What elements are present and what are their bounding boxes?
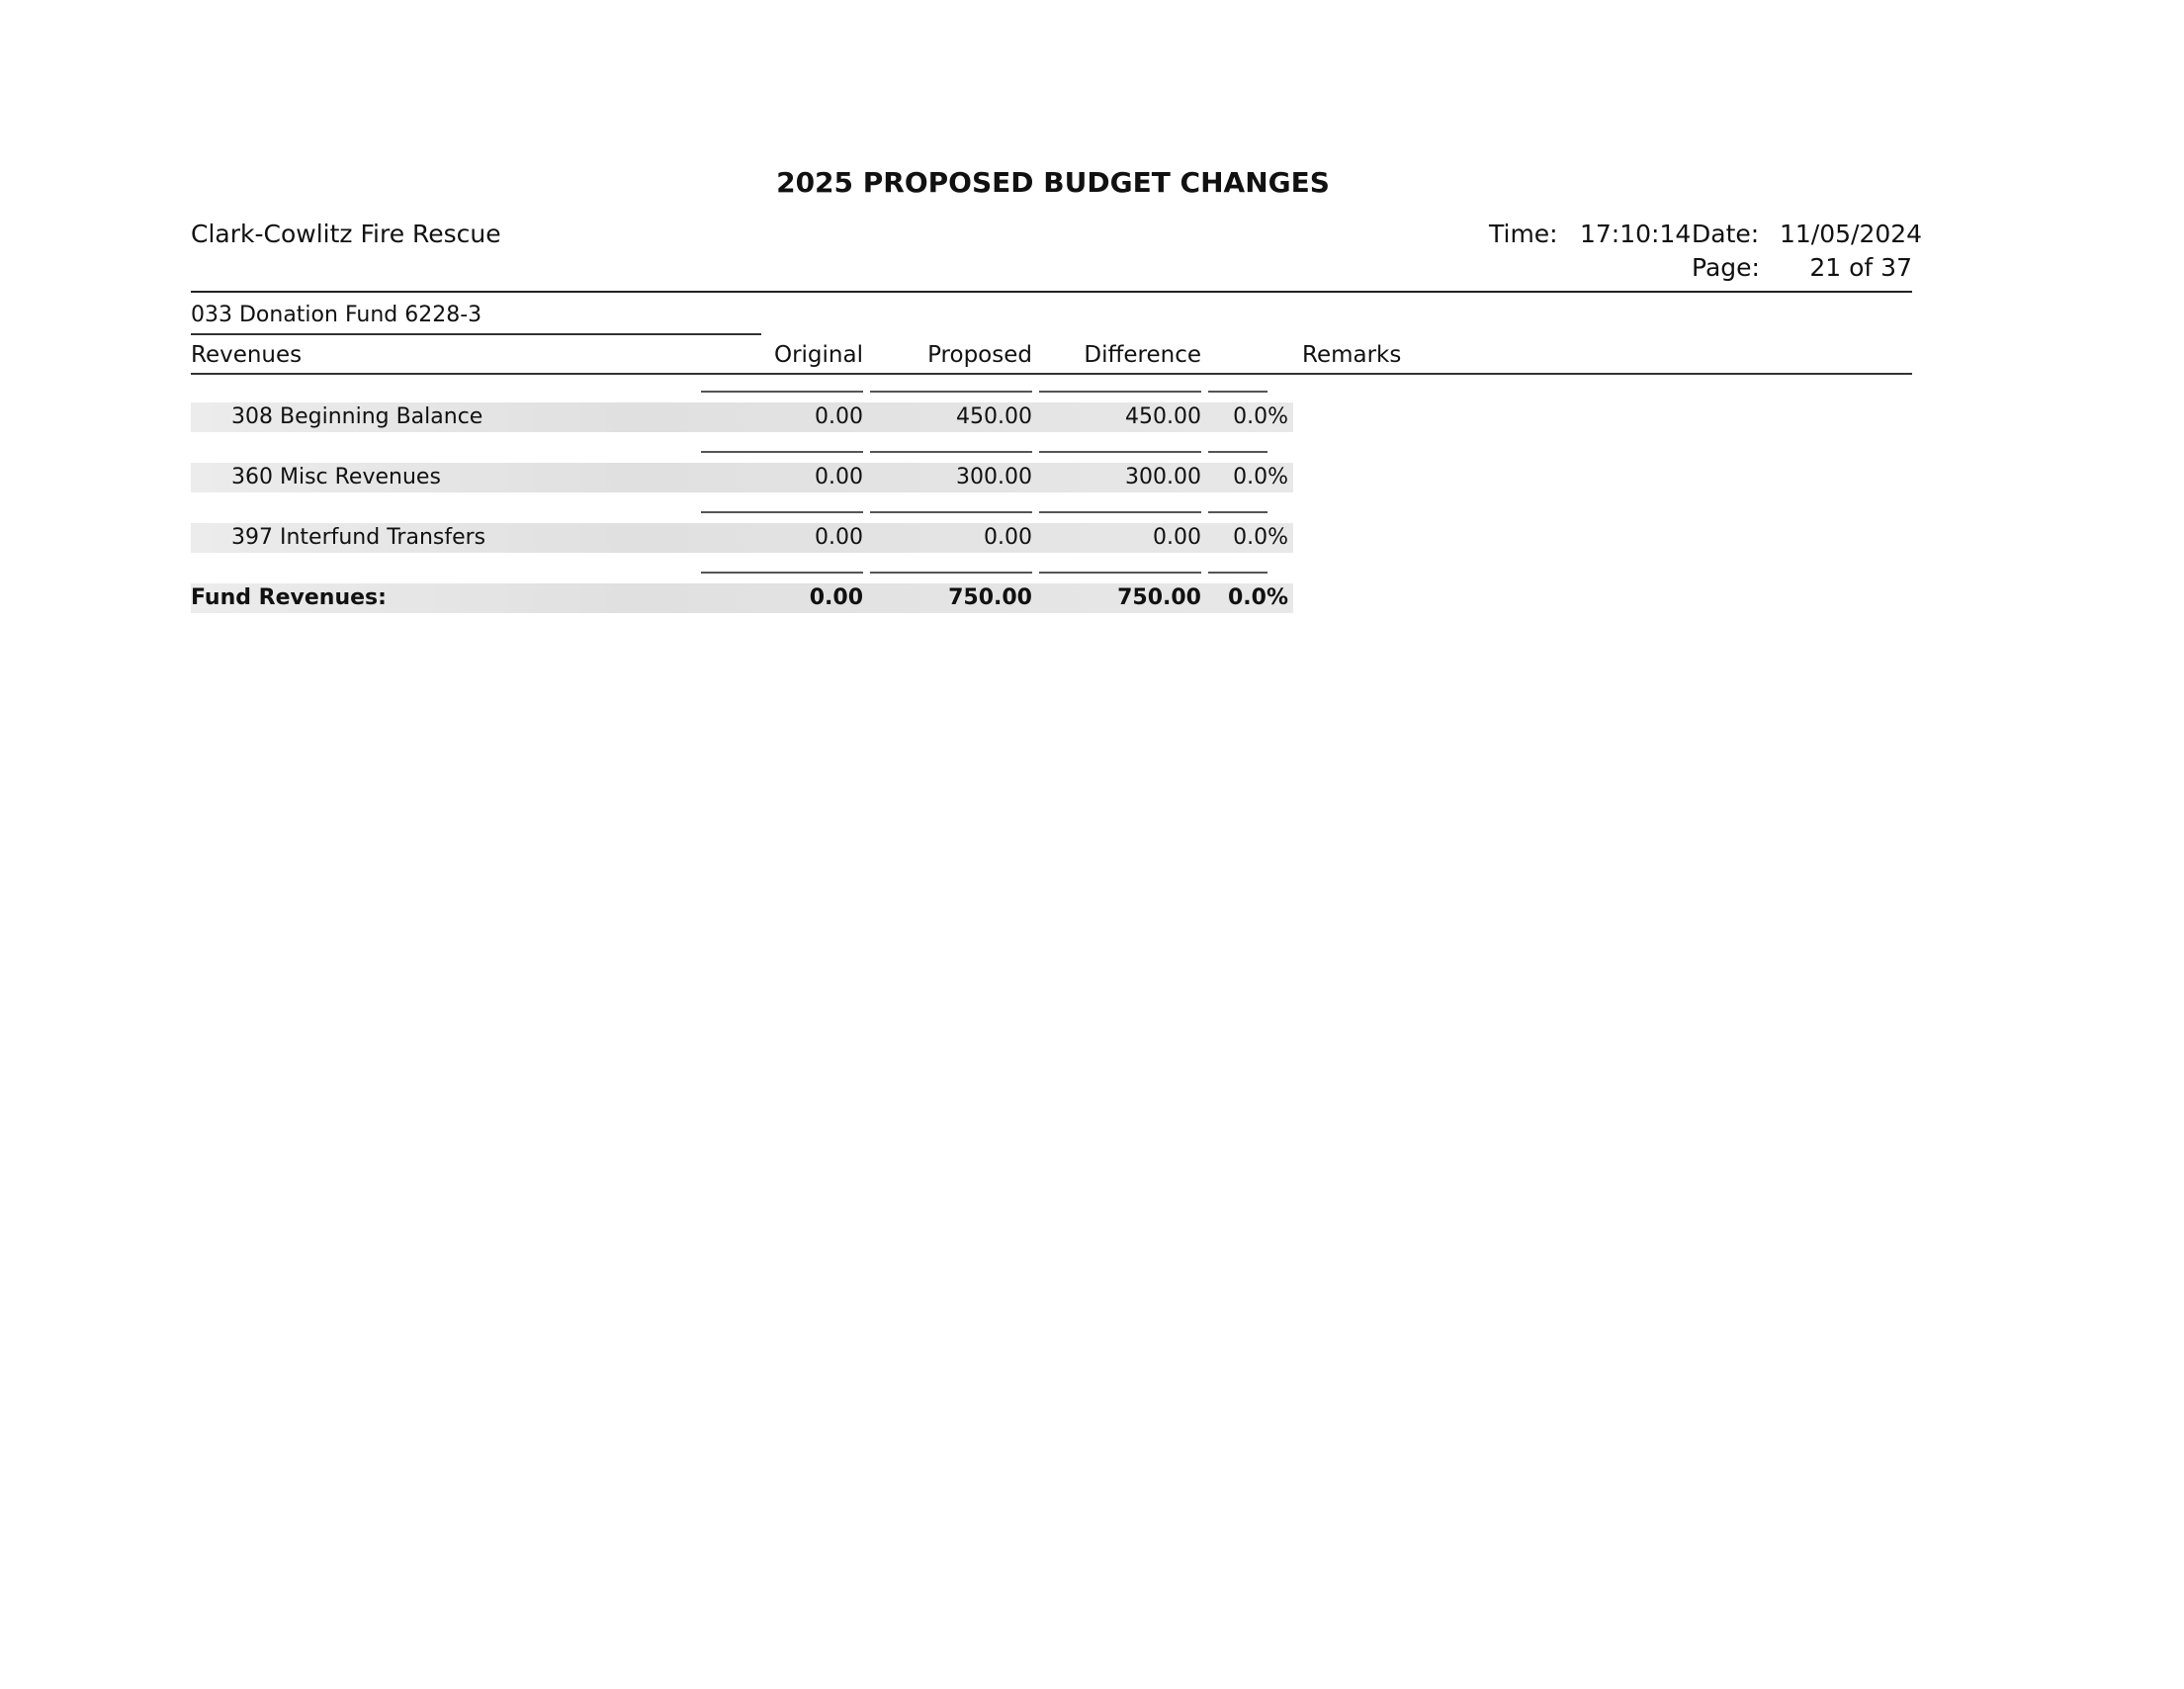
separator [1208,391,1267,393]
column-header-rule [191,373,1912,375]
row-label: 397 Interfund Transfers [231,525,486,550]
row-percent: 0.0% [1233,525,1288,550]
total-original: 0.00 [809,585,863,610]
separator [870,451,1032,453]
total-proposed: 750.00 [948,585,1032,610]
page-number: 21 of 37 [1809,253,1912,282]
row-proposed: 450.00 [956,404,1032,429]
row-proposed: 300.00 [956,465,1032,489]
date-value: 11/05/2024 [1780,220,1923,248]
separator [701,511,863,513]
row-difference: 0.00 [1153,525,1201,550]
row-difference: 300.00 [1125,465,1201,489]
separator [1039,451,1201,453]
separator [1039,391,1201,393]
row-difference: 450.00 [1125,404,1201,429]
total-difference: 750.00 [1117,585,1201,610]
separator [1039,511,1201,513]
time-label: Time: [1489,220,1558,248]
header-rule [191,291,1912,293]
col-remarks: Remarks [1302,342,1402,368]
row-proposed: 0.00 [984,525,1032,550]
col-proposed: Proposed [927,342,1032,368]
row-original: 0.00 [815,404,863,429]
separator [1208,451,1267,453]
separator [701,451,863,453]
row-label: 360 Misc Revenues [231,465,441,489]
row-percent: 0.0% [1233,465,1288,489]
time-value: 17:10:14 [1580,220,1692,248]
separator [1208,511,1267,513]
row-original: 0.00 [815,465,863,489]
separator [701,572,863,574]
fund-rule [191,333,761,335]
row-percent: 0.0% [1233,404,1288,429]
fund-name: 033 Donation Fund 6228-3 [191,303,482,327]
total-label: Fund Revenues: [191,585,387,610]
separator [1208,572,1267,574]
separator [701,391,863,393]
separator [870,572,1032,574]
row-original: 0.00 [815,525,863,550]
report-title: 2025 PROPOSED BUDGET CHANGES [776,166,1330,199]
row-label: 308 Beginning Balance [231,404,483,429]
page-label: Page: [1692,253,1760,282]
total-percent: 0.0% [1227,585,1288,610]
organization-name: Clark-Cowlitz Fire Rescue [191,220,501,248]
separator [1039,572,1201,574]
col-original: Original [773,342,863,368]
separator [870,511,1032,513]
col-difference: Difference [1084,342,1201,368]
date-label: Date: [1692,220,1760,248]
section-label: Revenues [191,342,303,368]
separator [870,391,1032,393]
